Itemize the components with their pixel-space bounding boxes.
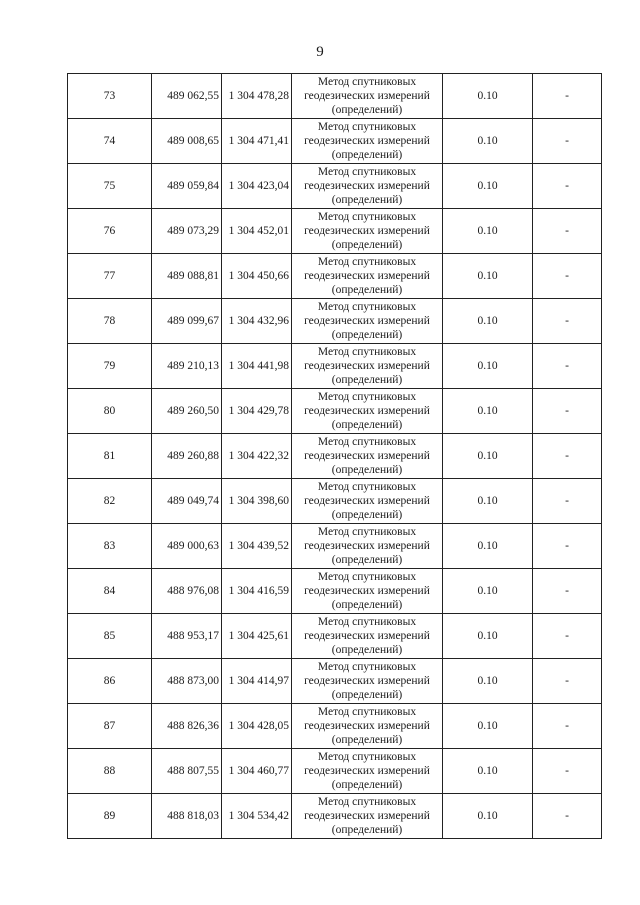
method-cell: [292, 164, 443, 209]
point-number-cell: 82: [68, 479, 152, 524]
table-row: [68, 74, 602, 119]
point-number-cell: 87: [68, 704, 152, 749]
method-line-3: (определений): [331, 824, 403, 836]
method-line-1: Метод спутниковых: [317, 571, 417, 583]
y-coordinate-cell: 1 304 478,28: [222, 74, 292, 119]
method-cell: [292, 479, 443, 524]
description-cell: -: [533, 524, 602, 569]
method-line-2: геодезических измерений: [304, 360, 430, 372]
method-line-3: (определений): [331, 104, 403, 116]
method-line-2: геодезических измерений: [304, 270, 430, 282]
method-line-2: геодезических измерений: [304, 720, 430, 732]
method-line-3: (определений): [331, 239, 403, 251]
method-line-2: геодезических измерений: [304, 225, 430, 237]
y-coordinate-cell: 1 304 534,42: [222, 794, 292, 839]
point-number-cell: 83: [68, 524, 152, 569]
accuracy-cell: 0.10: [443, 749, 533, 794]
method-line-1: Метод спутниковых: [317, 616, 417, 628]
y-coordinate-cell: 1 304 398,60: [222, 479, 292, 524]
accuracy-cell: 0.10: [443, 434, 533, 479]
method-line-2: геодезических измерений: [304, 180, 430, 192]
y-coordinate-cell: 1 304 471,41: [222, 119, 292, 164]
description-cell: -: [533, 749, 602, 794]
point-number-cell: 85: [68, 614, 152, 659]
y-coordinate-cell: 1 304 428,05: [222, 704, 292, 749]
accuracy-cell: 0.10: [443, 299, 533, 344]
x-coordinate-cell: 488 807,55: [152, 749, 222, 794]
table-row: [68, 614, 602, 659]
method-line-2: геодезических измерений: [304, 765, 430, 777]
method-line-2: геодезических измерений: [304, 315, 430, 327]
point-number-cell: 73: [68, 74, 152, 119]
x-coordinate-cell: 488 953,17: [152, 614, 222, 659]
method-line-3: (определений): [331, 554, 403, 566]
method-line-1: Метод спутниковых: [317, 436, 417, 448]
y-coordinate-cell: 1 304 416,59: [222, 569, 292, 614]
accuracy-cell: 0.10: [443, 524, 533, 569]
point-number-cell: 81: [68, 434, 152, 479]
coordinates-table: [67, 73, 602, 839]
description-cell: -: [533, 119, 602, 164]
method-line-1: Метод спутниковых: [317, 751, 417, 763]
method-line-3: (определений): [331, 644, 403, 656]
method-cell: [292, 569, 443, 614]
description-cell: -: [533, 434, 602, 479]
description-cell: -: [533, 614, 602, 659]
description-cell: -: [533, 254, 602, 299]
method-line-1: Метод спутниковых: [317, 796, 417, 808]
description-cell: -: [533, 299, 602, 344]
x-coordinate-cell: 489 260,50: [152, 389, 222, 434]
method-cell: [292, 299, 443, 344]
accuracy-cell: 0.10: [443, 119, 533, 164]
method-line-3: (определений): [331, 194, 403, 206]
x-coordinate-cell: 489 260,88: [152, 434, 222, 479]
method-line-1: Метод спутниковых: [317, 166, 417, 178]
y-coordinate-cell: 1 304 460,77: [222, 749, 292, 794]
x-coordinate-cell: 488 873,00: [152, 659, 222, 704]
table-row: [68, 254, 602, 299]
method-line-3: (определений): [331, 149, 403, 161]
method-line-2: геодезических измерений: [304, 585, 430, 597]
description-cell: -: [533, 164, 602, 209]
table-row: [68, 434, 602, 479]
point-number-cell: 74: [68, 119, 152, 164]
x-coordinate-cell: 488 976,08: [152, 569, 222, 614]
x-coordinate-cell: 489 008,65: [152, 119, 222, 164]
point-number-cell: 75: [68, 164, 152, 209]
table-row: [68, 119, 602, 164]
description-cell: -: [533, 389, 602, 434]
page-number: 9: [316, 44, 324, 60]
table-row: [68, 704, 602, 749]
method-line-3: (определений): [331, 779, 403, 791]
description-cell: -: [533, 209, 602, 254]
method-line-1: Метод спутниковых: [317, 391, 417, 403]
y-coordinate-cell: 1 304 450,66: [222, 254, 292, 299]
method-line-3: (определений): [331, 374, 403, 386]
method-line-2: геодезических измерений: [304, 135, 430, 147]
method-line-3: (определений): [331, 689, 403, 701]
point-number-cell: 77: [68, 254, 152, 299]
y-coordinate-cell: 1 304 439,52: [222, 524, 292, 569]
accuracy-cell: 0.10: [443, 164, 533, 209]
accuracy-cell: 0.10: [443, 479, 533, 524]
accuracy-cell: 0.10: [443, 659, 533, 704]
x-coordinate-cell: 489 062,55: [152, 74, 222, 119]
point-number-cell: 80: [68, 389, 152, 434]
method-line-3: (определений): [331, 464, 403, 476]
method-line-1: Метод спутниковых: [317, 301, 417, 313]
y-coordinate-cell: 1 304 422,32: [222, 434, 292, 479]
point-number-cell: 89: [68, 794, 152, 839]
method-line-3: (определений): [331, 284, 403, 296]
method-cell: [292, 704, 443, 749]
table-row: [68, 479, 602, 524]
accuracy-cell: 0.10: [443, 344, 533, 389]
method-line-3: (определений): [331, 734, 403, 746]
table-row: [68, 299, 602, 344]
x-coordinate-cell: 489 088,81: [152, 254, 222, 299]
accuracy-cell: 0.10: [443, 209, 533, 254]
method-line-1: Метод спутниковых: [317, 211, 417, 223]
method-line-1: Метод спутниковых: [317, 76, 417, 88]
method-line-3: (определений): [331, 329, 403, 341]
method-line-1: Метод спутниковых: [317, 121, 417, 133]
y-coordinate-cell: 1 304 432,96: [222, 299, 292, 344]
method-cell: [292, 614, 443, 659]
method-cell: [292, 749, 443, 794]
method-line-2: геодезических измерений: [304, 495, 430, 507]
method-line-2: геодезических измерений: [304, 540, 430, 552]
method-line-2: геодезических измерений: [304, 675, 430, 687]
point-number-cell: 78: [68, 299, 152, 344]
description-cell: -: [533, 344, 602, 389]
x-coordinate-cell: 489 073,29: [152, 209, 222, 254]
table-row: [68, 164, 602, 209]
method-line-1: Метод спутниковых: [317, 346, 417, 358]
point-number-cell: 88: [68, 749, 152, 794]
point-number-cell: 79: [68, 344, 152, 389]
table-row: [68, 569, 602, 614]
table-row: [68, 389, 602, 434]
x-coordinate-cell: 489 099,67: [152, 299, 222, 344]
accuracy-cell: 0.10: [443, 614, 533, 659]
method-line-1: Метод спутниковых: [317, 706, 417, 718]
method-cell: [292, 209, 443, 254]
method-line-3: (определений): [331, 419, 403, 431]
y-coordinate-cell: 1 304 441,98: [222, 344, 292, 389]
table-row: [68, 209, 602, 254]
method-line-2: геодезических измерений: [304, 810, 430, 822]
accuracy-cell: 0.10: [443, 74, 533, 119]
accuracy-cell: 0.10: [443, 794, 533, 839]
method-line-2: геодезических измерений: [304, 450, 430, 462]
description-cell: -: [533, 74, 602, 119]
accuracy-cell: 0.10: [443, 569, 533, 614]
table-row: [68, 749, 602, 794]
point-number-cell: 76: [68, 209, 152, 254]
table-row: [68, 344, 602, 389]
accuracy-cell: 0.10: [443, 704, 533, 749]
y-coordinate-cell: 1 304 414,97: [222, 659, 292, 704]
method-line-3: (определений): [331, 599, 403, 611]
table-row: [68, 659, 602, 704]
accuracy-cell: 0.10: [443, 389, 533, 434]
method-cell: [292, 389, 443, 434]
x-coordinate-cell: 488 818,03: [152, 794, 222, 839]
description-cell: -: [533, 659, 602, 704]
coordinates-table-body: [68, 74, 602, 839]
x-coordinate-cell: 489 049,74: [152, 479, 222, 524]
method-cell: [292, 434, 443, 479]
description-cell: -: [533, 704, 602, 749]
point-number-cell: 86: [68, 659, 152, 704]
method-line-2: геодезических измерений: [304, 90, 430, 102]
point-number-cell: 84: [68, 569, 152, 614]
method-line-3: (определений): [331, 509, 403, 521]
table-row: [68, 794, 602, 839]
method-cell: [292, 794, 443, 839]
description-cell: -: [533, 479, 602, 524]
description-cell: -: [533, 569, 602, 614]
y-coordinate-cell: 1 304 429,78: [222, 389, 292, 434]
accuracy-cell: 0.10: [443, 254, 533, 299]
method-cell: [292, 659, 443, 704]
x-coordinate-cell: 489 000,63: [152, 524, 222, 569]
method-cell: [292, 524, 443, 569]
y-coordinate-cell: 1 304 452,01: [222, 209, 292, 254]
method-cell: [292, 344, 443, 389]
x-coordinate-cell: 489 210,13: [152, 344, 222, 389]
method-cell: [292, 74, 443, 119]
x-coordinate-cell: 489 059,84: [152, 164, 222, 209]
method-line-1: Метод спутниковых: [317, 481, 417, 493]
method-cell: [292, 119, 443, 164]
description-cell: -: [533, 794, 602, 839]
method-cell: [292, 254, 443, 299]
method-line-1: Метод спутниковых: [317, 256, 417, 268]
method-line-2: геодезических измерений: [304, 405, 430, 417]
y-coordinate-cell: 1 304 425,61: [222, 614, 292, 659]
method-line-1: Метод спутниковых: [317, 526, 417, 538]
table-row: [68, 524, 602, 569]
method-line-1: Метод спутниковых: [317, 661, 417, 673]
y-coordinate-cell: 1 304 423,04: [222, 164, 292, 209]
method-line-2: геодезических измерений: [304, 630, 430, 642]
x-coordinate-cell: 488 826,36: [152, 704, 222, 749]
